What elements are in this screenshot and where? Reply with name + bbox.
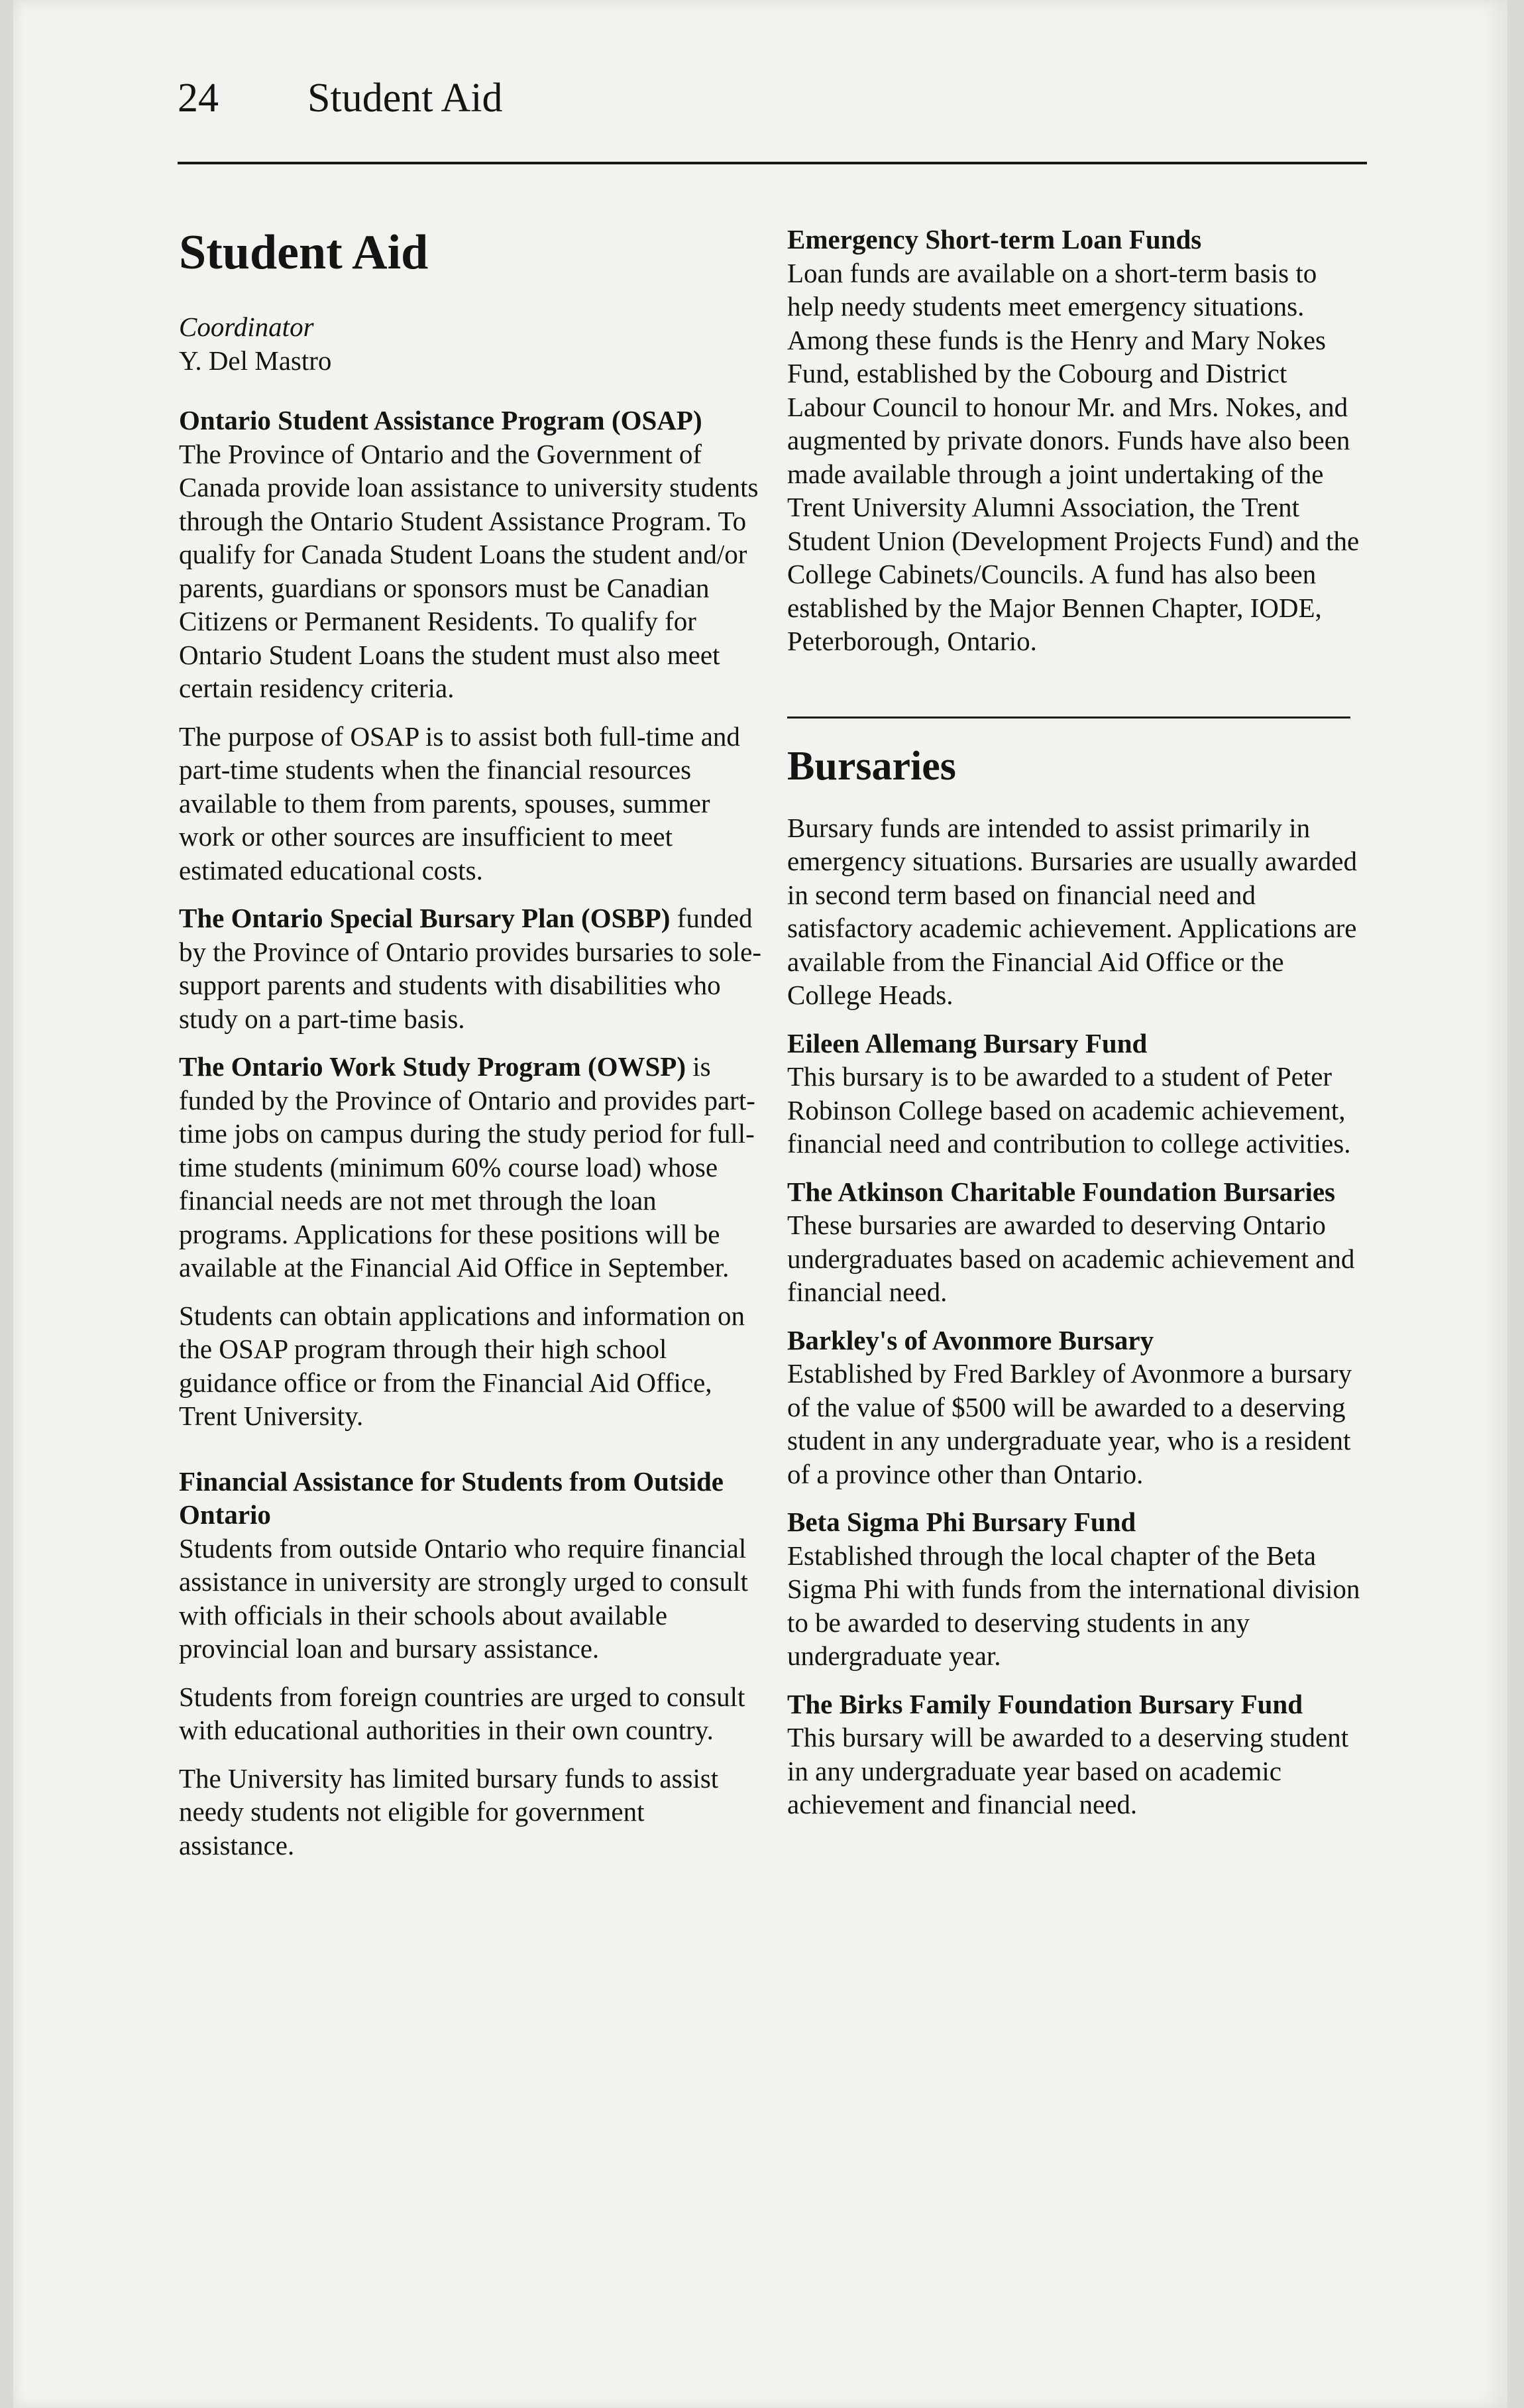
page-number: 24 — [178, 76, 219, 121]
coordinator-name: Y. Del Mastro — [179, 345, 332, 376]
birks-section — [787, 1688, 1370, 1821]
emergency-text: Loan funds are available on a short-term basis to help needy students meet emergency situations. Among these funds is the Henry and Mary Nokes Fund, established by the Cobourg and District Labour Council to honour Mr. and Mrs. Nokes, and augmented by private donors. Funds have also been made available through a joint undertaking of the Trent University Alumni Association, the Trent Student Union (Development Projects Fund) and the College Cabinets/Councils. A fund has also been established by the Major Bennen Chapter, IODE, Peterborough, Ontario. — [787, 257, 1360, 656]
birks-text: This bursary will be awarded to a deserving student in any undergraduate year based on academic achievement and financial need. — [787, 1722, 1349, 1819]
atkinson-text: These bursaries are awarded to deserving Ontario undergraduates based on academic achievement and financial need. — [787, 1210, 1355, 1307]
allemang-section — [787, 1027, 1370, 1161]
running-title: Student Aid — [307, 76, 503, 121]
owsp-text: is funded by the Province of Ontario and provides part-time jobs on campus during the study period for full-time students (minimum 60% course load) whose financial needs are not met through the loan programs. Applications for these positions will be available at the Financial Aid Office in September. — [179, 1051, 755, 1283]
osap-paragraph-1: The Province of Ontario and the Government of Canada provide loan assistance to university students through the Ontario Student Assistance Program. To qualify for Canada Student Loans the student and/or parents, guardians or sponsors must be Canadian Citizens or Permanent Residents. To qualify for Ontario Student Loans the student must also meet certain residency criteria. — [179, 438, 759, 703]
beta-sigma-section — [787, 1505, 1370, 1673]
bursaries-rule — [787, 717, 1350, 718]
coordinator-label: Coordinator — [179, 312, 314, 342]
right-column — [787, 223, 1370, 1836]
outside-ontario-heading: Financial Assistance for Students from Outside Ontario — [179, 1465, 724, 1530]
emergency-heading: Emergency Short-term Loan Funds — [787, 224, 1202, 255]
owsp-heading: The Ontario Work Study Program (OWSP) — [179, 1051, 686, 1082]
osbp-heading: The Ontario Special Bursary Plan (OSBP) — [179, 903, 671, 933]
osbp-text: funded by the Province of Ontario provides bursaries to sole-support parents and students with disabilities who study on a part-time basis. — [179, 903, 762, 1034]
barkley-text: Established by Fred Barkley of Avonmore a bursary of the value of $500 will be awarded to a deserving student in any undergraduate year, who is a resident of a province other than Ontario. — [787, 1358, 1352, 1489]
atkinson-section — [787, 1175, 1370, 1309]
barkley-heading: Barkley's of Avonmore Bursary — [787, 1324, 1154, 1355]
beta-sigma-text: Established through the local chapter of the Beta Sigma Phi with funds from the international division to be awarded to deserving students in any undergraduate year. — [787, 1540, 1360, 1671]
beta-sigma-heading: Beta Sigma Phi Bursary Fund — [787, 1507, 1136, 1537]
allemang-text: This bursary is to be awarded to a student of Peter Robinson College based on academic achievement, financial need and contribution to college activities. — [787, 1061, 1351, 1159]
osap-paragraph-2: The purpose of OSAP is to assist both full-time and part-time students when the financial resources available to them from parents, spouses, summer work or other sources are insufficient to meet estimated educational costs. — [179, 720, 740, 886]
left-column — [179, 223, 762, 1876]
barkley-section — [787, 1324, 1370, 1491]
birks-heading: The Birks Family Foundation Bursary Fund — [787, 1688, 1303, 1719]
owsp-paragraph — [179, 1050, 762, 1285]
section-title: Student Aid — [179, 225, 429, 280]
atkinson-heading: The Atkinson Charitable Foundation Bursaries — [787, 1176, 1335, 1207]
bursaries-intro: Bursary funds are intended to assist primarily in emergency situations. Bursaries are usually awarded in second term based on financial need and satisfactory academic achievement. Applications are available from the Financial Aid Office or the College Heads. — [787, 812, 1357, 1010]
allemang-heading: Eileen Allemang Bursary Fund — [787, 1027, 1148, 1059]
osbp-paragraph — [179, 901, 762, 1035]
osap-info-paragraph: Students can obtain applications and information on the OSAP program through their high school guidance office or from the Financial Aid Office, Trent University. — [179, 1300, 745, 1431]
coordinator-block — [179, 310, 762, 377]
emergency-section — [787, 223, 1370, 658]
outside-paragraph-1: Students from outside Ontario who require financial assistance in university are strongly urged to consult with officials in their schools about available provincial loan and bursary assistance. — [179, 1532, 748, 1664]
outside-paragraph-3: The University has limited bursary funds to assist needy students not eligible for government assistance. — [179, 1762, 719, 1861]
running-header — [178, 72, 503, 125]
header-rule — [178, 162, 1367, 164]
outside-paragraph-2: Students from foreign countries are urged to consult with educational authorities in their own country. — [179, 1681, 745, 1745]
bursaries-title: Bursaries — [787, 743, 956, 789]
outside-ontario-section — [179, 1465, 762, 1863]
osap-section — [179, 404, 762, 887]
osap-heading: Ontario Student Assistance Program (OSAP) — [179, 405, 702, 435]
page — [13, 0, 1507, 2408]
